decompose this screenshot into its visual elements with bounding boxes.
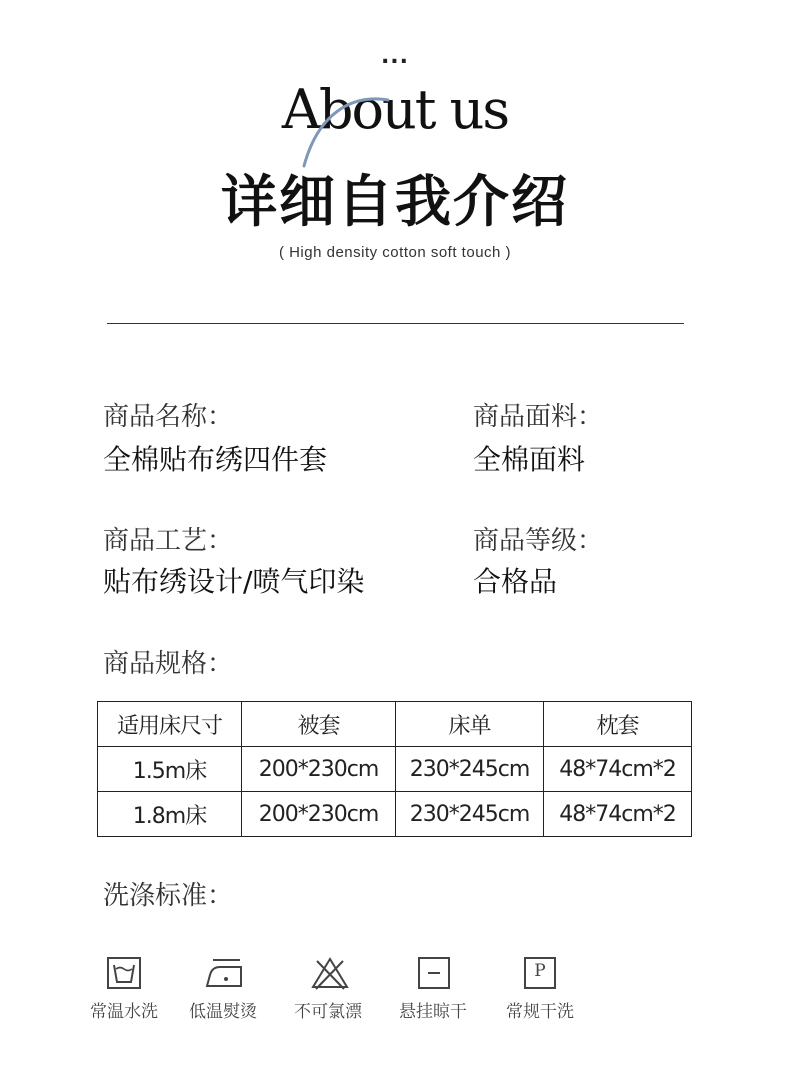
- decorative-dots: ...: [380, 44, 410, 69]
- craft-value: 贴布绣设计/喷气印染: [103, 565, 365, 598]
- header-bed-size: 适用床尺寸: [98, 702, 242, 747]
- header-duvet-cover: 被套: [242, 702, 396, 747]
- product-name-label: 商品名称：: [103, 402, 234, 432]
- table-cell: 200*230cm: [242, 747, 396, 792]
- care-label: 洗涤标准：: [103, 881, 234, 911]
- care-item-label: 低温熨烫: [189, 1002, 257, 1022]
- dry-clean-symbol: P: [534, 961, 546, 981]
- header-pillowcase: 枕套: [544, 702, 692, 747]
- table-cell: 48*74cm*2: [544, 747, 692, 792]
- page-title: 详细自我介绍: [221, 170, 569, 235]
- table-row: [98, 747, 692, 792]
- wash-tub-icon: [104, 955, 144, 991]
- craft-label: 商品工艺：: [103, 526, 234, 556]
- fabric-value: 全棉面料: [473, 443, 586, 476]
- page-subtitle: ( High density cotton soft touch ): [278, 244, 512, 261]
- no-bleach-icon: [310, 955, 350, 991]
- product-name-value: 全棉贴布绣四件套: [103, 443, 328, 476]
- spec-table: [97, 701, 692, 837]
- grade-label: 商品等级：: [473, 526, 604, 556]
- table-cell: 1.8m床: [98, 792, 242, 837]
- about-us-heading: About us: [281, 78, 509, 141]
- care-item-label: 常温水洗: [90, 1002, 158, 1022]
- fabric-label: 商品面料：: [473, 402, 604, 432]
- care-item-label: 不可氯漂: [294, 1002, 362, 1022]
- spec-label: 商品规格：: [103, 649, 234, 679]
- table-cell: 200*230cm: [242, 792, 396, 837]
- header-bed-sheet: 床单: [396, 702, 544, 747]
- table-cell: 230*245cm: [396, 747, 544, 792]
- care-item-label: 悬挂晾干: [399, 1002, 467, 1022]
- grade-value: 合格品: [473, 565, 558, 598]
- table-row: [98, 792, 692, 837]
- table-cell: 1.5m床: [98, 747, 242, 792]
- care-item-label: 常规干洗: [506, 1002, 574, 1022]
- hang-dry-icon: [414, 955, 454, 991]
- divider: [107, 323, 684, 324]
- table-cell: 48*74cm*2: [544, 792, 692, 837]
- table-cell: 230*245cm: [396, 792, 544, 837]
- table-header-row: [98, 702, 692, 747]
- dry-clean-icon: [520, 955, 560, 991]
- iron-icon: [204, 955, 244, 991]
